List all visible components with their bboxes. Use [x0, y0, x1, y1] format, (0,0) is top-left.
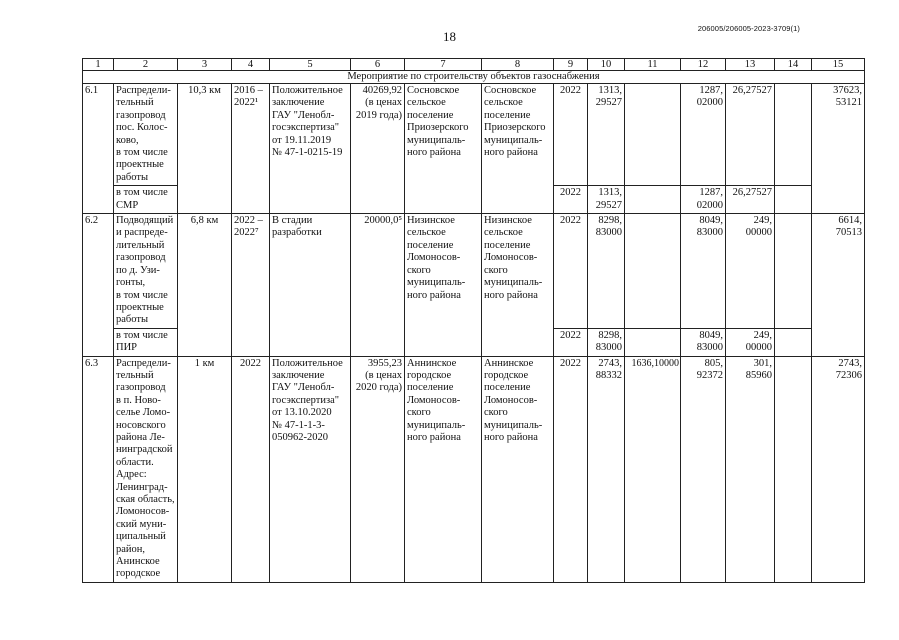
col13-cell: 26,27527	[726, 84, 775, 186]
table-row	[83, 84, 865, 186]
column-header: 8	[482, 59, 554, 71]
expertise-cell: В стадии разработки	[270, 214, 351, 356]
cost-cell: 3955,23 (в ценах 2020 года)	[351, 356, 405, 582]
section-title: Мероприятие по строительству объектов газоснабжения	[83, 71, 865, 84]
object-subname: в том числе СМР	[114, 186, 178, 214]
table-row	[83, 214, 865, 329]
row-id: 6.1	[83, 84, 114, 214]
column-header: 9	[554, 59, 588, 71]
column-number-row	[83, 59, 865, 71]
customer-cell: Низинское сельское поселение Ломоносов- ского муниципаль- ного района	[405, 214, 482, 356]
object-name: Подводящий и распреде- лительный газопровод по д. Узи- гонты, в том числе проектные работы	[114, 214, 178, 329]
col13-cell: 249, 00000	[726, 214, 775, 329]
length-cell: 6,8 км	[178, 214, 232, 356]
col12-cell: 805, 92372	[681, 356, 726, 582]
column-header: 7	[405, 59, 482, 71]
col14-cell	[775, 328, 812, 356]
object-subname: в том числе ПИР	[114, 328, 178, 356]
column-header: 3	[178, 59, 232, 71]
total-cell: 1313, 29527	[588, 84, 625, 186]
total-cell: 8298, 83000	[588, 328, 625, 356]
column-header: 5	[270, 59, 351, 71]
col13-cell: 249, 00000	[726, 328, 775, 356]
col15-cell: 37623, 53121	[812, 84, 865, 214]
expertise-cell: Положительное заключение ГАУ "Ленобл- госэкспертиза" от 13.10.2020 № 47-1-1-3- 050962-2020	[270, 356, 351, 582]
column-header: 2	[114, 59, 178, 71]
col12-cell: 1287, 02000	[681, 84, 726, 186]
col12-cell: 8049, 83000	[681, 328, 726, 356]
period-cell: 2022	[232, 356, 270, 582]
col14-cell	[775, 84, 812, 186]
length-cell: 10,3 км	[178, 84, 232, 214]
col11-cell	[625, 214, 681, 329]
column-header: 15	[812, 59, 865, 71]
year-cell: 2022	[554, 214, 588, 329]
column-header: 10	[588, 59, 625, 71]
table-row	[83, 356, 865, 582]
col12-cell: 8049, 83000	[681, 214, 726, 329]
period-cell: 2022 – 2022⁷	[232, 214, 270, 356]
cost-cell: 20000,0⁵	[351, 214, 405, 356]
customer-cell: Аннинское городское поселение Ломоносов- ского муниципаль- ного района	[405, 356, 482, 582]
year-cell: 2022	[554, 356, 588, 582]
col11-cell	[625, 84, 681, 186]
column-header: 11	[625, 59, 681, 71]
col11-cell: 1636,10000	[625, 356, 681, 582]
col14-cell	[775, 356, 812, 582]
length-cell: 1 км	[178, 356, 232, 582]
column-header: 4	[232, 59, 270, 71]
col11-cell	[625, 328, 681, 356]
column-header: 12	[681, 59, 726, 71]
cost-cell: 40269,92 (в ценах 2019 года)	[351, 84, 405, 214]
owner-cell: Низинское сельское поселение Ломоносов- ского муниципаль- ного района	[482, 214, 554, 356]
year-cell: 2022	[554, 328, 588, 356]
col13-cell: 26,27527	[726, 186, 775, 214]
total-cell: 8298, 83000	[588, 214, 625, 329]
period-cell: 2016 – 2022¹	[232, 84, 270, 214]
object-name: Распредели- тельный газопровод в п. Ново- селье Ломо- носовского района Ле- нинградской области. Адрес: Ленинград- ская область, Ломоносов- ский муни- ципальный район, Анинское городское	[114, 356, 178, 582]
section-row	[83, 71, 865, 84]
object-name: Распредели- тельный газопровод пос. Колос- ково, в том числе проектные работы	[114, 84, 178, 186]
document-code: 206005/206005-2023-3709(1)	[697, 24, 800, 33]
owner-cell: Аннинское городское поселение Ломоносов- ского муниципаль- ного района	[482, 356, 554, 582]
year-cell: 2022	[554, 186, 588, 214]
year-cell: 2022	[554, 84, 588, 186]
column-header: 13	[726, 59, 775, 71]
column-header: 1	[83, 59, 114, 71]
row-id: 6.3	[83, 356, 114, 582]
owner-cell: Сосновское сельское поселение Приозерского муниципаль- ного района	[482, 84, 554, 214]
col15-cell: 2743, 72306	[812, 356, 865, 582]
expertise-cell: Положительное заключение ГАУ "Ленобл- госэкспертиза" от 19.11.2019 № 47-1-0215-19	[270, 84, 351, 214]
col15-cell: 6614, 70513	[812, 214, 865, 356]
col14-cell	[775, 214, 812, 329]
col13-cell: 301, 85960	[726, 356, 775, 582]
col14-cell	[775, 186, 812, 214]
page-number: 18	[443, 29, 456, 44]
row-id: 6.2	[83, 214, 114, 356]
total-cell: 2743, 88332	[588, 356, 625, 582]
col12-cell: 1287, 02000	[681, 186, 726, 214]
column-header: 14	[775, 59, 812, 71]
customer-cell: Сосновское сельское поселение Приозерского муниципаль- ного района	[405, 84, 482, 214]
column-header: 6	[351, 59, 405, 71]
total-cell: 1313, 29527	[588, 186, 625, 214]
investment-table	[82, 58, 865, 583]
col11-cell	[625, 186, 681, 214]
